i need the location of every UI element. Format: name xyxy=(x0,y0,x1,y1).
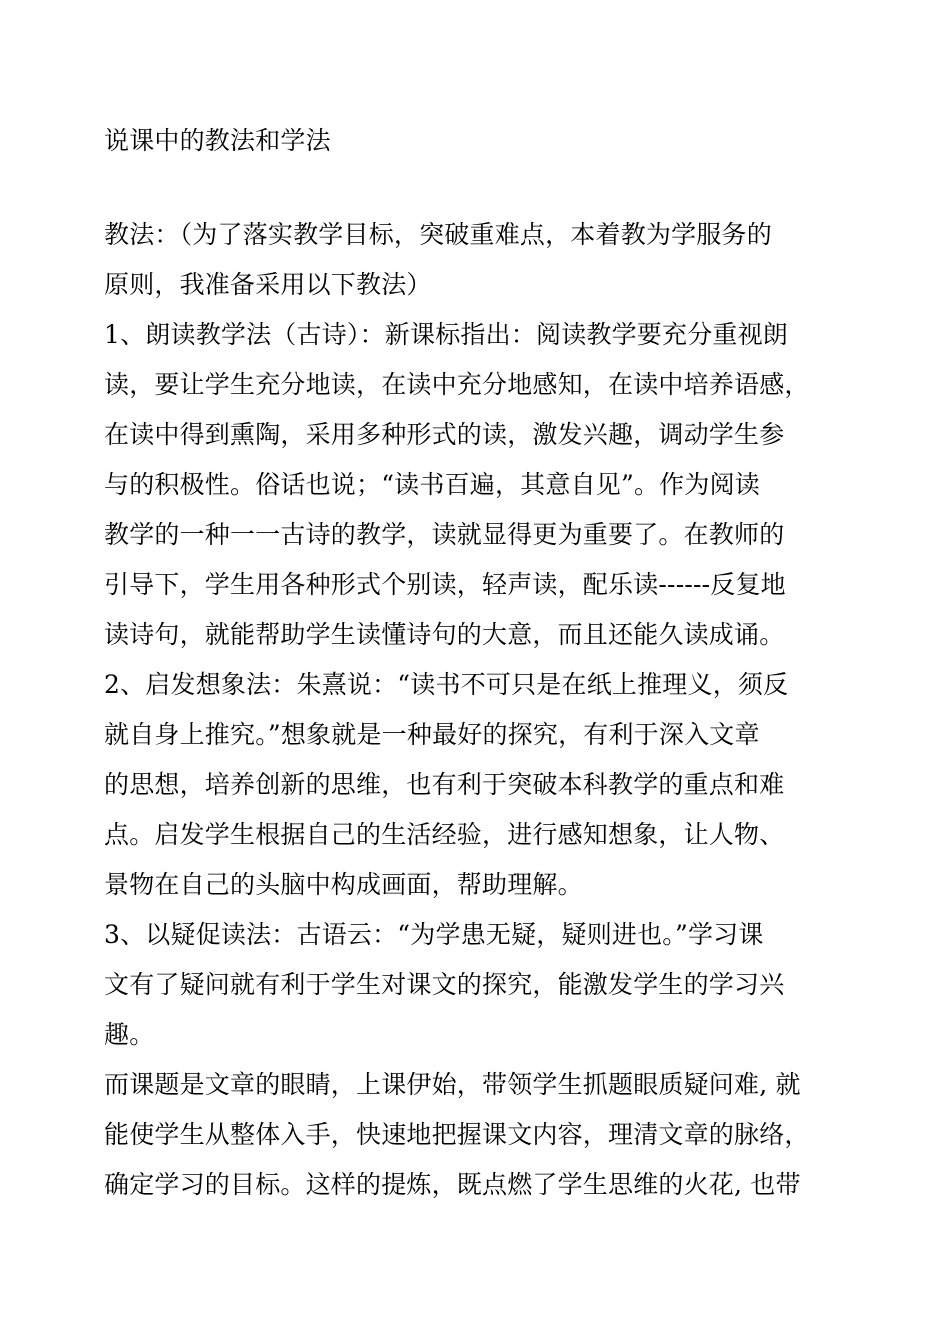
paragraph-line: 读诗句，就能帮助学生读懂诗句的大意，而且还能久读成诵。 xyxy=(104,620,785,649)
paragraph-line: 趣。 xyxy=(104,1020,155,1049)
title-spacer xyxy=(104,166,804,210)
paragraph-line: 1、朗读教学法（古诗）：新课标指出：阅读教学要充分重视朗 xyxy=(104,320,789,349)
paragraph-line: 景物在自己的头脑中构成画面，帮助理解。 xyxy=(104,870,583,899)
paragraph-line: 而课题是文章的眼睛，上课伊始，带领学生抓题眼质疑问难, 就 xyxy=(104,1070,801,1099)
document-title: 说课中的教法和学法 xyxy=(104,126,331,155)
paragraph-line: 能使学生从整体入手，快速地把握课文内容，理清文章的脉络， xyxy=(104,1120,810,1149)
paragraph-line: 2、启发想象法：朱熹说：“读书不可只是在纸上推理义，须反 xyxy=(104,670,789,699)
paragraph-line: 教法：（为了落实教学目标，突破重难点，本着教为学服务的 xyxy=(104,220,772,249)
paragraph-line: 3、以疑促读法：古语云：“为学患无疑，疑则进也。”学习课 xyxy=(104,920,764,949)
paragraph-line: 确定学习的目标。这样的提炼，既点燃了学生思维的火花, 也带 xyxy=(104,1170,801,1199)
paragraph-line: 引导下，学生用各种形式个别读，轻声读，配乐读------反复地 xyxy=(104,570,786,599)
paragraph-line: 点。启发学生根据自己的生活经验，进行感知想象，让人物、 xyxy=(104,820,785,849)
paragraph-line: 在读中得到熏陶，采用多种形式的读，激发兴趣，调动学生参 xyxy=(104,420,785,449)
paragraph-line: 就自身上推究。”想象就是一种最好的探究，有利于深入文章 xyxy=(104,720,760,749)
paragraph-line: 原则，我准备采用以下教法） xyxy=(104,270,432,299)
paragraph-line: 读，要让学生充分地读，在读中充分地感知，在读中培养语感， xyxy=(104,370,810,399)
paragraph-line: 教学的一种一一古诗的教学，读就显得更为重要了。在教师的 xyxy=(104,520,785,549)
paragraph-line: 文有了疑问就有利于学生对课文的探究，能激发学生的学习兴 xyxy=(104,970,785,999)
document-body xyxy=(104,116,810,1210)
paragraph-line: 与的积极性。俗话也说；“读书百遍，其意自见”。作为阅读 xyxy=(104,470,760,499)
paragraph-line: 的思想，培养创新的思维，也有利于突破本科教学的重点和难 xyxy=(104,770,785,799)
